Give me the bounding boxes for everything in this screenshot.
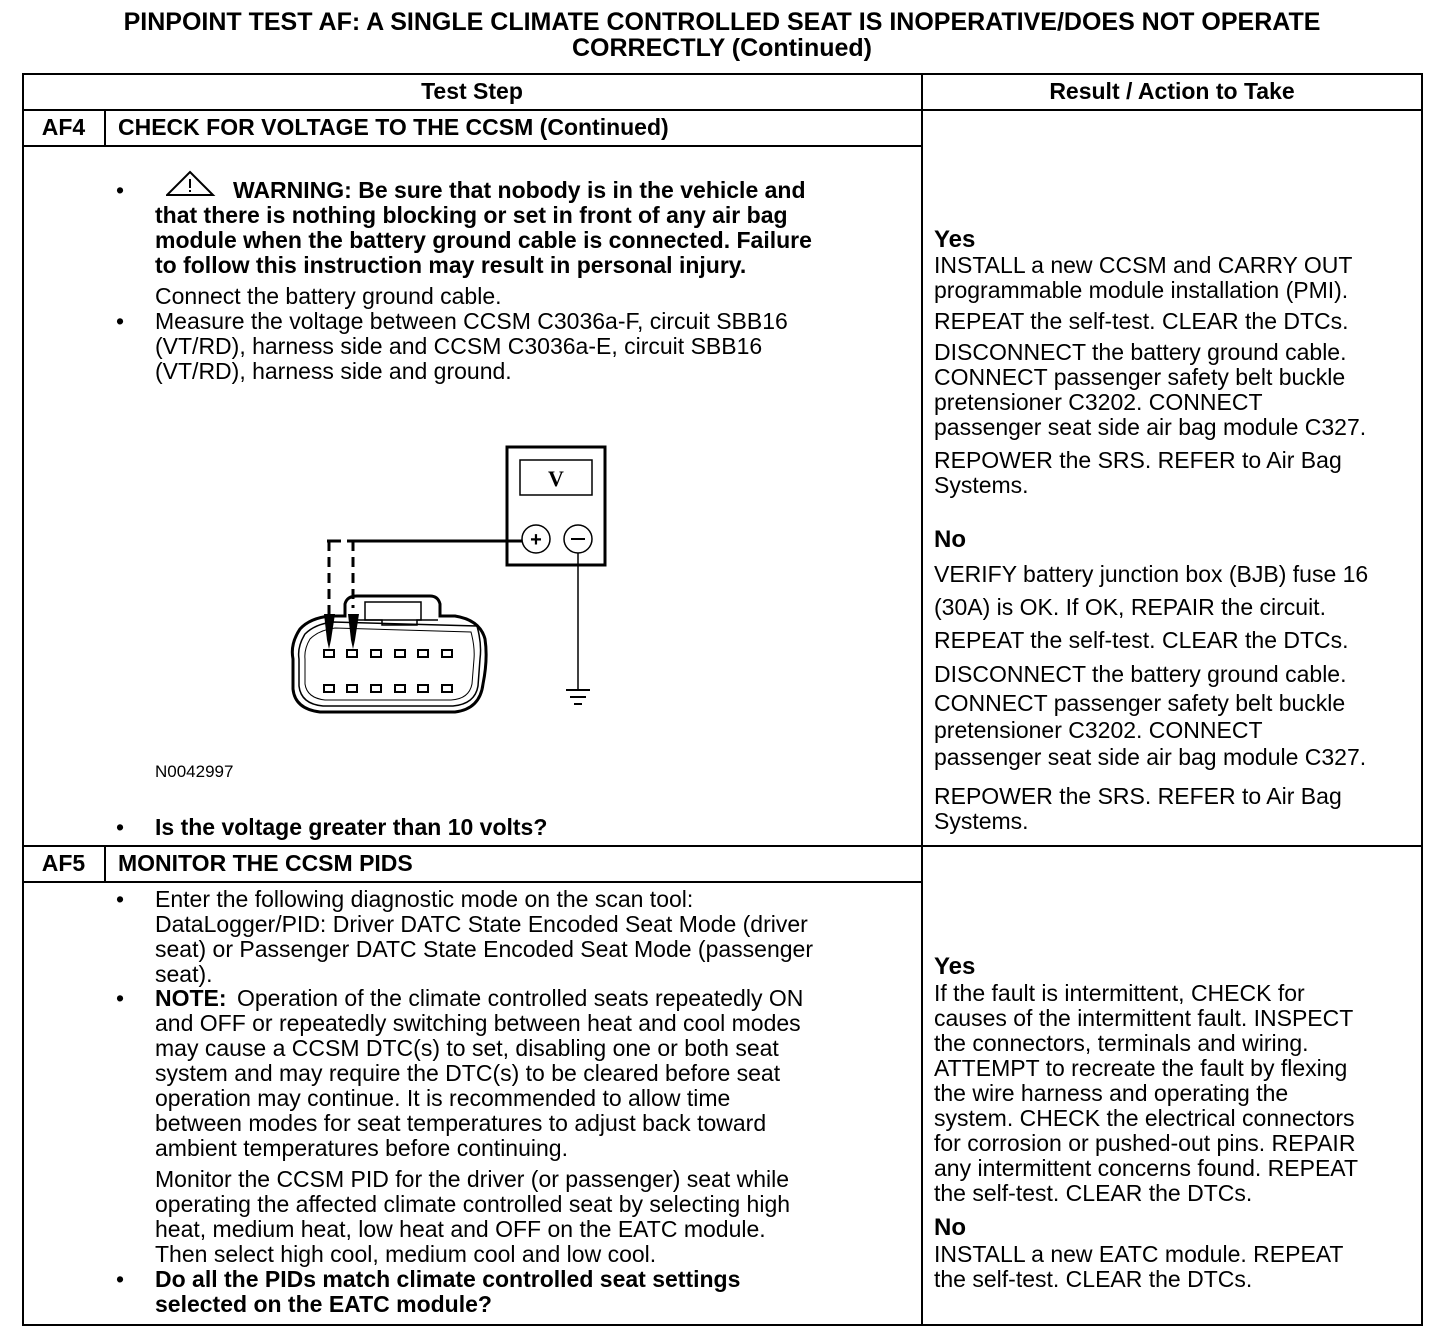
af4-yes-action bbox=[934, 340, 1366, 440]
af4-no-action bbox=[934, 595, 1326, 620]
af4-yes-label: Yes bbox=[934, 226, 976, 253]
ground-symbol-icon bbox=[566, 690, 590, 704]
text-line: pretensioner C3202. CONNECT bbox=[934, 717, 1263, 743]
text-line: Monitor the CCSM PID for the driver (or passenger) seat while bbox=[155, 1166, 790, 1192]
text-line: seat) or Passenger DATC State Encoded Seat Mode (passenger bbox=[155, 936, 813, 962]
af4-step-title: CHECK FOR VOLTAGE TO THE CCSM (Continued) bbox=[118, 114, 669, 140]
page-title-line1: PINPOINT TEST AF: A SINGLE CLIMATE CONTROLLED SEAT IS INOPERATIVE/DOES NOT OPERATE bbox=[123, 8, 1321, 36]
text-line: DISCONNECT the battery ground cable. bbox=[934, 661, 1347, 687]
af5-yes-label: Yes bbox=[934, 953, 976, 980]
text-line: REPOWER the SRS. REFER to Air Bag bbox=[934, 783, 1342, 809]
af5-step-title: MONITOR THE CCSM PIDS bbox=[118, 850, 413, 876]
text-line: (30A) is OK. If OK, REPAIR the circuit. bbox=[934, 594, 1326, 620]
table-border-bottom bbox=[22, 1324, 1423, 1326]
af4-yes-action bbox=[934, 448, 1342, 498]
connector-icon bbox=[292, 596, 486, 712]
af4-no-action bbox=[934, 745, 1366, 770]
note-text bbox=[155, 986, 803, 1161]
text-line: system and may require the DTC(s) to be cleared before seat bbox=[155, 1060, 781, 1086]
text-line: and OFF or repeatedly switching between heat and cool modes bbox=[155, 1010, 801, 1036]
af4-no-action bbox=[934, 562, 1368, 587]
af5-no-label: No bbox=[934, 1214, 966, 1241]
voltmeter-label: V bbox=[548, 466, 564, 491]
table-border-left bbox=[22, 73, 24, 1326]
column-divider bbox=[921, 73, 923, 1326]
text-line: Measure the voltage between CCSM C3036a-F, circuit SBB16 bbox=[155, 308, 788, 334]
text-line: DISCONNECT the battery ground cable. bbox=[934, 339, 1347, 365]
text-line: selected on the EATC module? bbox=[155, 1291, 492, 1317]
probe-tips-icon bbox=[324, 614, 359, 649]
text-line: pretensioner C3202. CONNECT bbox=[934, 389, 1263, 415]
text-line: programmable module installation (PMI). bbox=[934, 277, 1349, 303]
table-border-right bbox=[1421, 73, 1423, 1326]
text-line: REPEAT the self-test. CLEAR the DTCs. bbox=[934, 308, 1349, 334]
bullet: • bbox=[116, 814, 125, 840]
af4-yes-action bbox=[934, 253, 1352, 303]
header-test-step: Test Step bbox=[421, 78, 523, 104]
text-line: Is the voltage greater than 10 volts? bbox=[155, 814, 548, 840]
text-line: REPEAT the self-test. CLEAR the DTCs. bbox=[934, 627, 1349, 653]
af5-step-id: AF5 bbox=[41, 850, 86, 876]
text-line: If the fault is intermittent, CHECK for bbox=[934, 980, 1305, 1006]
text-line: the connectors, terminals and wiring. bbox=[934, 1030, 1309, 1056]
text-line: INSTALL a new CCSM and CARRY OUT bbox=[934, 252, 1353, 278]
text-line: may cause a CCSM DTC(s) to set, disabling one or both seat bbox=[155, 1035, 779, 1061]
bullet: • bbox=[116, 985, 125, 1011]
svg-text:+: + bbox=[530, 529, 542, 551]
af4-af5-divider bbox=[22, 845, 1423, 847]
text-line: system. CHECK the electrical connectors bbox=[934, 1105, 1355, 1131]
text-line: causes of the intermittent fault. INSPECT bbox=[934, 1005, 1354, 1031]
warning-text bbox=[155, 178, 812, 278]
af4-no-action bbox=[934, 718, 1263, 743]
text-line: INSTALL a new EATC module. REPEAT bbox=[934, 1241, 1344, 1267]
af4-no-action bbox=[934, 628, 1349, 653]
text-line: ambient temperatures before continuing. bbox=[155, 1135, 568, 1161]
text-line: that there is nothing blocking or set in front of any air bag bbox=[155, 202, 788, 228]
header-divider bbox=[22, 109, 1423, 111]
af4-no-action bbox=[934, 784, 1342, 834]
text-line: the self-test. CLEAR the DTCs. bbox=[934, 1266, 1253, 1292]
text-line: (VT/RD), harness side and CCSM C3036a-E, circuit SBB16 bbox=[155, 333, 763, 359]
connector-pins bbox=[324, 650, 452, 692]
text-line: VERIFY battery junction box (BJB) fuse 16 bbox=[934, 561, 1369, 587]
text-line: any intermittent concerns found. REPEAT bbox=[934, 1155, 1358, 1181]
text-line: Enter the following diagnostic mode on the scan tool: bbox=[155, 886, 694, 912]
text-line: seat). bbox=[155, 961, 213, 987]
text-line: Do all the PIDs match climate controlled seat settings bbox=[155, 1266, 741, 1292]
af4-question bbox=[155, 815, 547, 840]
af4-no-action bbox=[934, 662, 1346, 687]
header-result: Result / Action to Take bbox=[1049, 78, 1295, 104]
voltmeter-icon bbox=[507, 447, 605, 565]
figure-code: N0042997 bbox=[155, 762, 234, 781]
enter-mode-instruction bbox=[155, 887, 813, 987]
text-line: for corrosion or pushed-out pins. REPAIR bbox=[934, 1130, 1356, 1156]
text-line: (VT/RD), harness side and ground. bbox=[155, 358, 512, 384]
text-line: to follow this instruction may result in personal injury. bbox=[155, 252, 747, 278]
text-line: ATTEMPT to recreate the fault by flexing bbox=[934, 1055, 1348, 1081]
text-line: WARNING: Be sure that nobody is in the vehicle and bbox=[233, 177, 806, 203]
text-line: module when the battery ground cable is connected. Failure bbox=[155, 227, 812, 253]
text-line: Systems. bbox=[934, 472, 1029, 498]
text-line: the self-test. CLEAR the DTCs. bbox=[934, 1180, 1253, 1206]
text-line: passenger seat side air bag module C327. bbox=[934, 744, 1367, 770]
text-line: passenger seat side air bag module C327. bbox=[934, 414, 1367, 440]
bullet: • bbox=[116, 308, 125, 334]
monitor-instruction bbox=[155, 1167, 790, 1267]
af5-title-divider bbox=[22, 881, 922, 883]
connect-instruction bbox=[155, 284, 502, 309]
text-line: REPOWER the SRS. REFER to Air Bag bbox=[934, 447, 1342, 473]
text-line: CONNECT passenger safety belt buckle bbox=[934, 364, 1346, 390]
af4-no-action bbox=[934, 691, 1345, 716]
text-line: heat, medium heat, low heat and OFF on the EATC module. bbox=[155, 1216, 766, 1242]
text-line: CONNECT passenger safety belt buckle bbox=[934, 690, 1346, 716]
af5-no-action bbox=[934, 1242, 1343, 1292]
text-line: Connect the battery ground cable. bbox=[155, 283, 502, 309]
text-line: DataLogger/PID: Driver DATC State Encoded Seat Mode (driver bbox=[155, 911, 808, 937]
text-line: operating the affected climate controlled seat by selecting high bbox=[155, 1191, 791, 1217]
af4-title-divider bbox=[22, 145, 922, 147]
text-line: Operation of the climate controlled seats repeatedly ON bbox=[237, 985, 804, 1011]
text-line: the wire harness and operating the bbox=[934, 1080, 1289, 1106]
af4-no-label: No bbox=[934, 526, 966, 553]
text-line: Then select high cool, medium cool and low cool. bbox=[155, 1241, 657, 1267]
voltmeter-connector-diagram bbox=[285, 444, 615, 714]
bullet: • bbox=[116, 886, 125, 912]
bullet: • bbox=[116, 1266, 125, 1292]
measure-instruction bbox=[155, 309, 788, 384]
af4-step-id: AF4 bbox=[41, 114, 86, 140]
af5-yes-action bbox=[934, 981, 1358, 1206]
text-line: between modes for seat temperatures to adjust back toward bbox=[155, 1110, 767, 1136]
text-line: operation may continue. It is recommended to allow time bbox=[155, 1085, 731, 1111]
table-border-top bbox=[22, 73, 1423, 75]
bullet: • bbox=[116, 177, 125, 203]
af4-yes-action bbox=[934, 309, 1349, 334]
af5-question bbox=[155, 1267, 740, 1317]
page-title-line2: CORRECTLY (Continued) bbox=[572, 34, 872, 62]
text-line: Systems. bbox=[934, 808, 1029, 834]
note-label: NOTE: bbox=[155, 985, 227, 1011]
